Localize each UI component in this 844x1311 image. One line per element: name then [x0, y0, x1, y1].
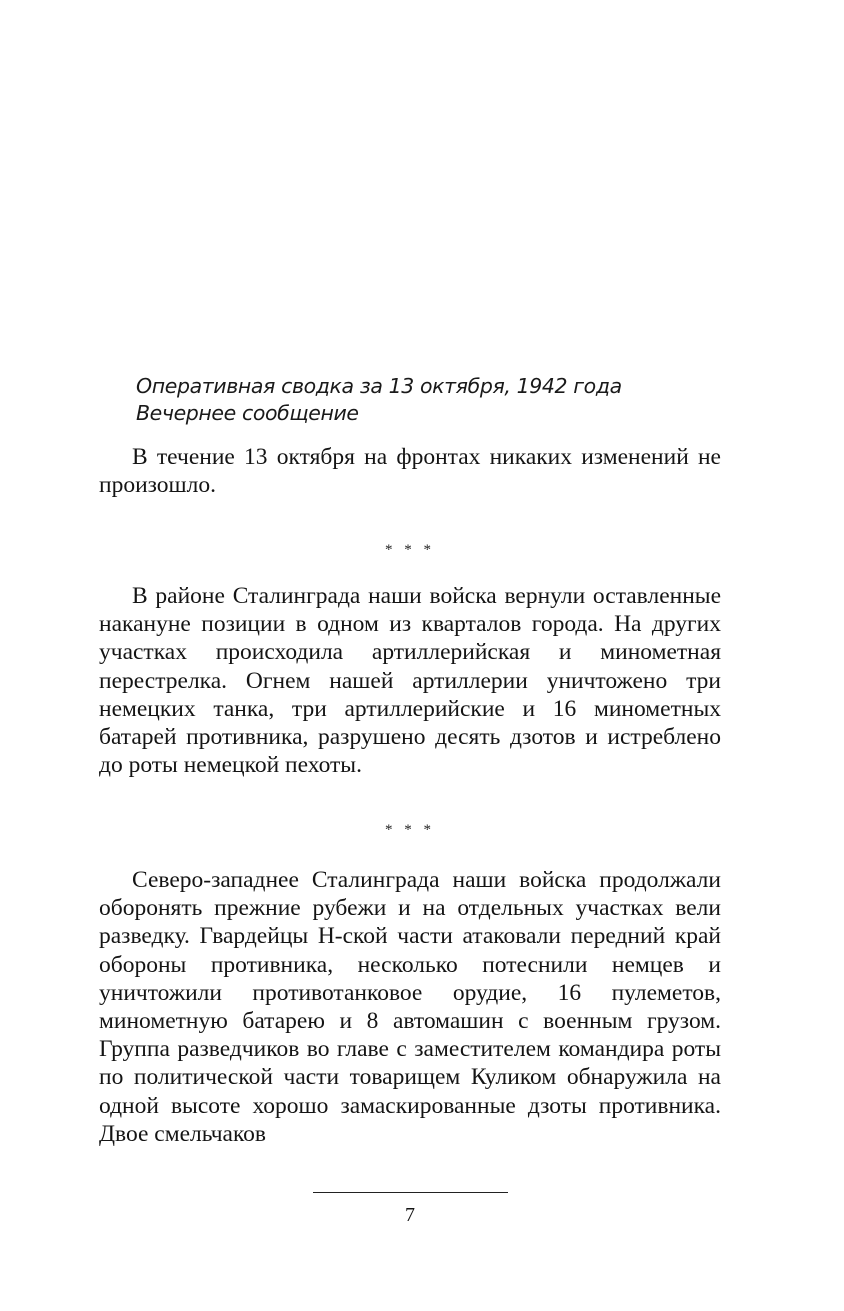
section-separator-2: * * *	[385, 822, 435, 838]
paragraph-1: В течение 13 октября на фронтах никаких изменений не произошло.	[99, 444, 721, 499]
section-separator-1: * * *	[385, 542, 435, 558]
paragraph-3: Северо-западнее Сталинграда наши войска продолжали оборонять прежние рубежи и на отдельных участках вели разведку. Гвардейцы Н-ской части атаковали передний край обороны противника, несколько потеснили немцев и уничтожили противотанковое орудие, 16 пулеметов, минометную батарею и 8 автомашин с военным грузом. Группа разведчиков во главе с заместителем командира роты по политической части товарищем Куликом обнаружила на одной высоте хорошо замаскированные дзоты противника. Двое смельчаков	[99, 867, 721, 1147]
report-heading	[136, 373, 776, 427]
report-subtitle: Вечернее сообщение	[136, 401, 359, 425]
paragraph-2: В районе Сталинграда наши войска вернули оставленные накануне позиции в одном из кварталов города. На других участках происходила артиллерийская и минометная перестрелка. Огнем нашей артиллерии уничтожено три немецких танка, три артиллерийские и 16 минометных батарей противника, разрушено десять дзотов и истреблено до роты немецкой пехоты.	[99, 583, 721, 779]
report-title: Оперативная сводка за 13 октября, 1942 года	[136, 374, 622, 398]
footer-rule	[313, 1192, 508, 1193]
page-number: 7	[405, 1204, 415, 1226]
